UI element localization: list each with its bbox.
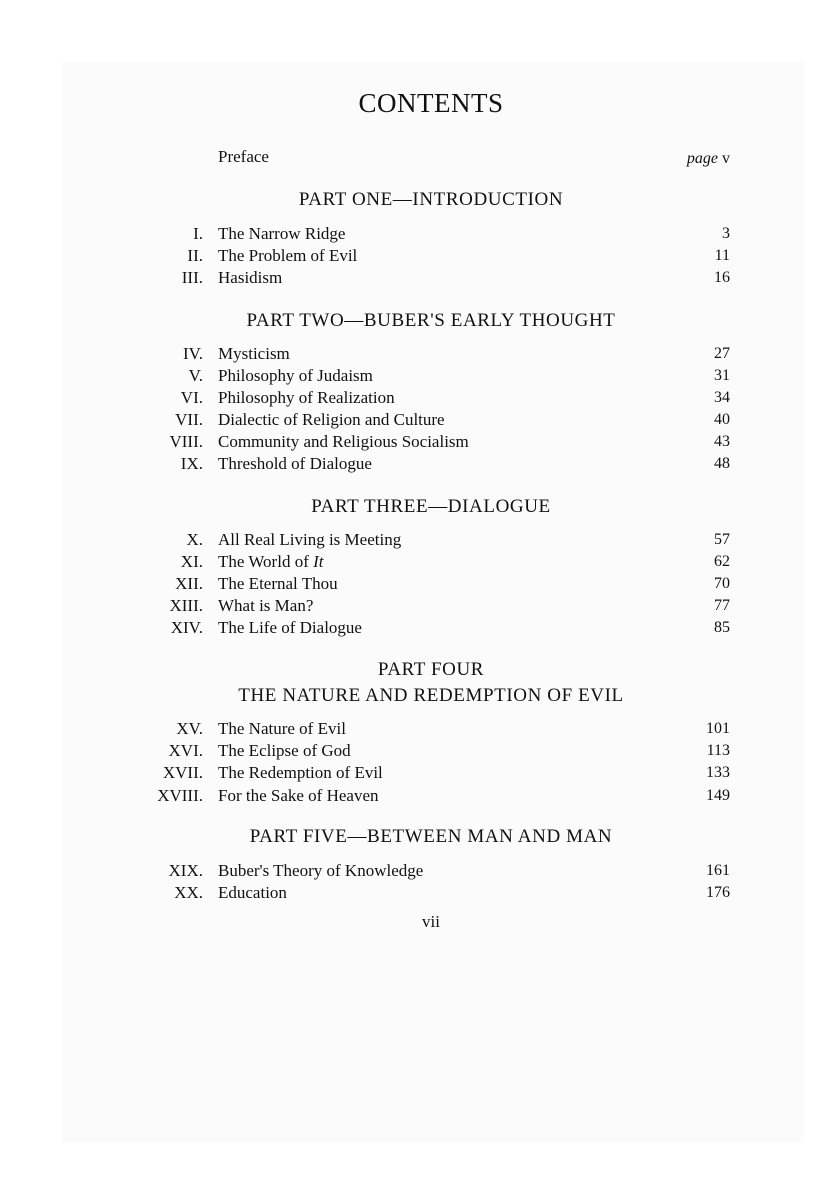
toc-row: [0, 882, 840, 904]
part-subheading: THE NATURE AND REDEMPTION OF EVIL: [238, 685, 624, 706]
chapter-title: Philosophy of Realization: [218, 388, 395, 407]
preface-page-ref: [687, 150, 730, 168]
chapter-title-text: The World of: [218, 552, 309, 571]
page-word: page: [686, 150, 718, 167]
chapter-number: XII.: [175, 574, 203, 593]
chapter-number: XVIII.: [157, 786, 203, 805]
toc-row: [0, 267, 840, 289]
chapter-page: 113: [706, 742, 730, 759]
chapter-page: 62: [714, 553, 730, 570]
chapter-page: 27: [714, 345, 730, 362]
toc-row: [0, 573, 840, 595]
toc-row: [0, 223, 840, 245]
preface-page-number: v: [722, 150, 730, 167]
chapter-number: XX.: [174, 883, 203, 902]
chapter-title: Community and Religious Socialism: [218, 432, 469, 451]
chapter-title-italic: It: [313, 552, 324, 571]
chapter-title: The Eclipse of God: [218, 741, 351, 760]
chapter-title: The Eternal Thou: [218, 574, 338, 593]
part-heading: PART FOUR: [377, 659, 485, 680]
toc-row: [0, 551, 840, 573]
chapter-title: [218, 551, 324, 573]
chapter-number: XIII.: [169, 596, 203, 615]
chapter-title: Philosophy of Judaism: [218, 366, 373, 385]
chapter-title: Mysticism: [218, 344, 290, 363]
chapter-page: 16: [714, 269, 730, 286]
chapter-number: VIII.: [169, 432, 203, 451]
chapter-title: Dialectic of Religion and Culture: [218, 410, 445, 429]
chapter-page: 161: [706, 862, 730, 879]
toc-row: [0, 718, 840, 740]
chapter-number: XV.: [176, 719, 203, 738]
chapter-number: I.: [193, 224, 203, 243]
chapter-number: IV.: [183, 344, 203, 363]
chapter-title: The Problem of Evil: [218, 246, 358, 265]
chapter-page: 34: [714, 389, 730, 406]
chapter-number: III.: [181, 268, 203, 287]
chapter-number: X.: [186, 530, 203, 549]
toc-row: [0, 740, 840, 762]
chapter-page: 101: [706, 720, 730, 737]
toc-row: [0, 785, 840, 807]
chapter-page: 3: [722, 225, 730, 242]
toc-row: [0, 431, 840, 453]
chapter-page: 149: [706, 787, 730, 804]
chapter-title: The Redemption of Evil: [218, 763, 383, 782]
page-folio: vii: [422, 912, 440, 931]
chapter-title: All Real Living is Meeting: [218, 530, 402, 549]
toc-row: [0, 617, 840, 639]
toc-row: [0, 453, 840, 475]
toc-row: [0, 762, 840, 784]
toc-row: [0, 245, 840, 267]
part-heading: PART ONE—INTRODUCTION: [298, 189, 564, 210]
chapter-page: 40: [714, 411, 730, 428]
chapter-number: II.: [187, 246, 203, 265]
chapter-title: The Narrow Ridge: [218, 224, 346, 243]
chapter-title: Buber's Theory of Knowledge: [218, 861, 424, 880]
toc-row: [0, 529, 840, 551]
chapter-title: What is Man?: [218, 596, 314, 615]
chapter-page: 77: [714, 597, 730, 614]
chapter-title: Hasidism: [218, 268, 283, 287]
chapter-page: 57: [714, 531, 730, 548]
chapter-page: 133: [706, 764, 730, 781]
chapter-page: 48: [714, 455, 730, 472]
chapter-number: IX.: [180, 454, 203, 473]
toc-row: [0, 860, 840, 882]
toc-row: [0, 387, 840, 409]
chapter-number: XIV.: [170, 618, 203, 637]
part-heading: PART FIVE—BETWEEN MAN AND MAN: [249, 826, 613, 847]
chapter-number: VI.: [180, 388, 203, 407]
chapter-title: The Life of Dialogue: [218, 618, 362, 637]
preface-title: Preface: [218, 147, 269, 166]
chapter-title: For the Sake of Heaven: [218, 786, 379, 805]
part-heading: PART THREE—DIALOGUE: [311, 496, 551, 517]
chapter-number: V.: [188, 366, 203, 385]
chapter-number: XI.: [180, 552, 203, 571]
chapter-number: VII.: [175, 410, 203, 429]
toc-row: [0, 365, 840, 387]
toc-row: [0, 409, 840, 431]
chapter-title: The Nature of Evil: [218, 719, 346, 738]
chapter-number: XVI.: [168, 741, 203, 760]
toc-row: [0, 595, 840, 617]
chapter-page: 85: [714, 619, 730, 636]
chapter-page: 11: [714, 247, 730, 264]
page-title: CONTENTS: [358, 88, 504, 118]
part-heading: PART TWO—BUBER'S EARLY THOUGHT: [246, 310, 616, 331]
chapter-title: Education: [218, 883, 287, 902]
chapter-number: XVII.: [162, 763, 203, 782]
chapter-page: 176: [706, 884, 730, 901]
chapter-page: 70: [714, 575, 730, 592]
chapter-page: 31: [714, 367, 730, 384]
chapter-number: XIX.: [168, 861, 203, 880]
toc-row: [0, 343, 840, 365]
chapter-title: Threshold of Dialogue: [218, 454, 372, 473]
chapter-page: 43: [714, 433, 730, 450]
